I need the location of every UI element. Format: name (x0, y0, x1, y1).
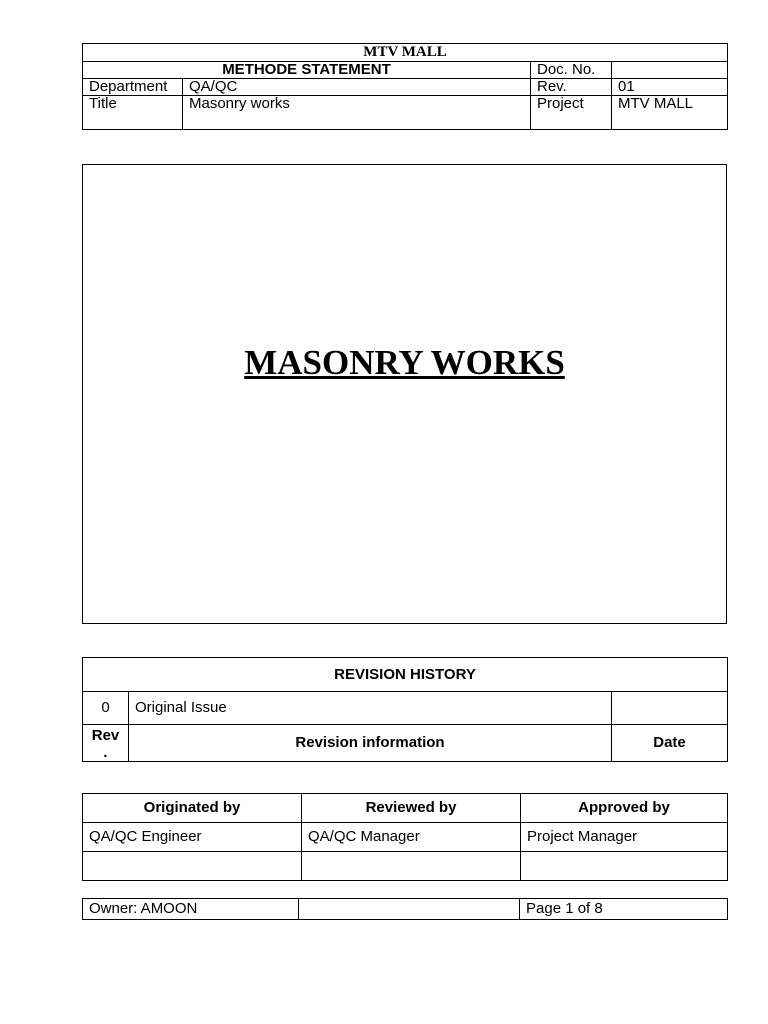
originated-by-header: Originated by (83, 794, 302, 823)
doc-no-value (612, 62, 728, 79)
originator-role: QA/QC Engineer (83, 823, 302, 852)
company-name: MTV MALL (83, 44, 728, 62)
revision-info-column-header: Revision information (129, 725, 612, 762)
title-label: Title (83, 96, 183, 130)
reviewer-signature (302, 852, 521, 881)
approver-role: Project Manager (521, 823, 728, 852)
document-type: METHODE STATEMENT (83, 62, 531, 79)
revision-info: Original Issue (129, 692, 612, 725)
approver-signature (521, 852, 728, 881)
cover-title: MASONRY WORKS (244, 343, 565, 382)
cover-title-box (82, 164, 727, 624)
rev-label: Rev. (531, 79, 612, 96)
footer-middle-cell (299, 899, 520, 920)
date-column-header: Date (612, 725, 728, 762)
reviewer-role: QA/QC Manager (302, 823, 521, 852)
revision-row (83, 692, 728, 725)
page-number: Page 1 of 8 (520, 899, 728, 920)
department-value: QA/QC (183, 79, 531, 96)
revision-number: 0 (83, 692, 129, 725)
originator-signature (83, 852, 302, 881)
rev-column-header: Rev . (83, 725, 129, 762)
revision-history-table (82, 657, 728, 762)
project-value: MTV MALL (612, 96, 728, 130)
department-label: Department (83, 79, 183, 96)
document-footer-table (82, 898, 728, 920)
project-label: Project (531, 96, 612, 130)
document-header-table (82, 43, 728, 130)
signoff-table (82, 793, 728, 881)
title-value: Masonry works (183, 96, 531, 130)
reviewed-by-header: Reviewed by (302, 794, 521, 823)
revision-date (612, 692, 728, 725)
doc-no-label: Doc. No. (531, 62, 612, 79)
approved-by-header: Approved by (521, 794, 728, 823)
owner-text: Owner: AMOON (83, 899, 299, 920)
rev-value: 01 (612, 79, 728, 96)
revision-history-title: REVISION HISTORY (83, 658, 728, 692)
